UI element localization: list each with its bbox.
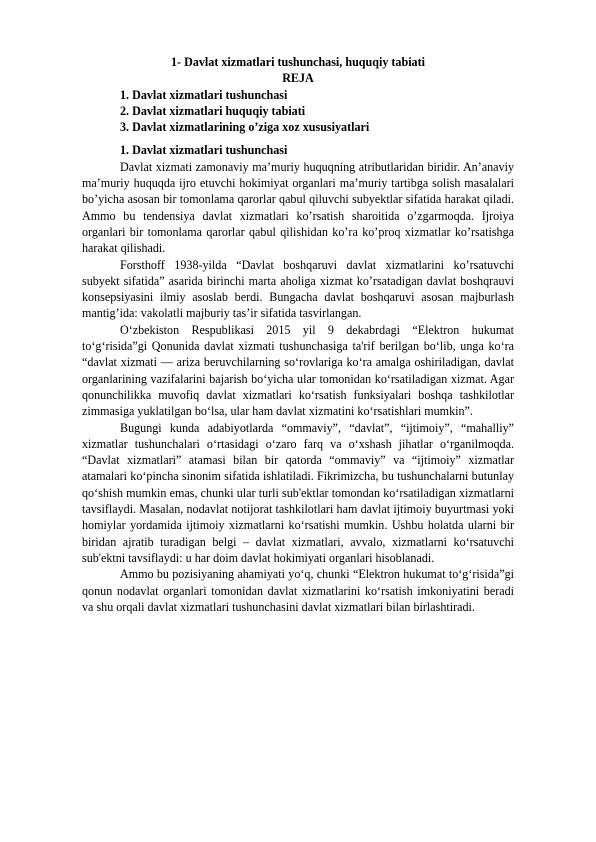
body-paragraph: Ammo bu pozisiyaning ahamiyati yo‘q, chunki “Elektron hukumat to‘g‘risida”gi qonun nodavlat organlari tomonidan davlat xizmatlarini ko‘rsatish imkoniyatini beradi va shu orqali davlat xizmatlari tushunchasini davlat xizmatlari bilan birlashtiradi.	[82, 567, 514, 614]
plan-item: 3. Davlat xizmatlarining o’ziga xoz xususiyatlari	[120, 120, 370, 135]
plan-list	[82, 87, 514, 136]
body-paragraph: Forsthoff 1938-yilda “Davlat boshqaruvi davlat xizmatlarini ko’rsatuvchi subyekt sifatida” asarida birinchi marta aholiga xizmat ko’rsatadigan davlat boshqrauvi konsepsiyasini ilmiy asoslab berdi. Bungacha davlat boshqaruvi asosan majburlash mantig’ida: vakolatli majburiy tas’ir sifatida tasvirlangan.	[82, 257, 514, 321]
body-paragraph: Davlat xizmati zamonaviy ma’muriy huquqning atributlaridan biridir. An’anaviy ma’muriy huquqda ijro etuvchi hokimiyat organlari ma’muriy tartibga solish masalalari bo’yicha asosan bir tomonlama qarorlar qabul qiluvchi subyektlar sifatida harakat qiladi. Ammo bu tendensiya davlat xizmatlari ko’rsatish sharoitida o’zgarmoqda. Ijroiya organlari bir tomonlama qarorlar qabul qilishidan ko’ra ko’proq xizmatlar ko’rsatishga harakat qilishadi.	[82, 159, 514, 256]
plan-heading: REJA	[282, 71, 314, 86]
plan-item: 2. Davlat xizmatlari huquqiy tabiati	[120, 103, 306, 118]
body-paragraph: Bugungi kunda adabiyotlarda “ommaviy”, “davlat”, “ijtimoiy”, “mahalliy” xizmatlar tushunchalari o‘rtasidagi o‘zaro farq va o‘xshash jihatlar o‘rganilmoqda. “Davlat xizmatlari” atamasi bilan bir qatorda “ommaviy” va “ijtimoiy” xizmatlar atamalari ko‘pincha sinonim sifatida ishlatiladi. Fikrimizcha, bu tushunchalarni butunlay qo‘shish mumkin emas, chunki ular turli sub'ektlar tomondan ko‘rsatiladigan xizmatlarni tavsiflaydi. Masalan, nodavlat notijorat tashkilotlari ham davlat ijtimoiy buyurtmasi yoki homiylar yordamida ijtimoiy xizmatlarni ko‘rsatishi mumkin. Ushbu holatda ularni bir biridan ajratib turadigan belgi – davlat xizmatlari, avvalo, xizmatlarni ko‘rsatuvchi sub'ektni tavsiflaydi: u har doim davlat hokimiyati organlari hisoblanadi.	[82, 420, 514, 565]
section-heading: 1. Davlat xizmatlari tushunchasi	[120, 143, 288, 158]
document-page	[82, 54, 514, 615]
body-paragraph: O‘zbekiston Respublikasi 2015 yil 9 dekabrdagi “Elektron hukumat to‘g‘risida”gi Qonunida davlat xizmati tushunchasiga ta'rif berilgan bo‘lib, unga ko‘ra “davlat xizmati — ariza beruvchilarning so‘rovlariga ko‘ra amalga oshiriladigan, davlat organlarining vazifalarini bajarish bo‘yicha ular tomonidan ko‘rsatiladigan xizmat. Agar qonunchilikka muvofiq davlat xizmatlari ko‘rsatish funksiyalari boshqa tashkilotlar zimmasiga yuklatilgan bo‘lsa, ular ham davlat xizmatini ko‘rsatishlari mumkin”.	[82, 322, 514, 419]
document-title: 1- Davlat xizmatlari tushunchasi, huquqiy tabiati	[170, 55, 425, 69]
plan-item: 1. Davlat xizmatlari tushunchasi	[120, 87, 288, 102]
